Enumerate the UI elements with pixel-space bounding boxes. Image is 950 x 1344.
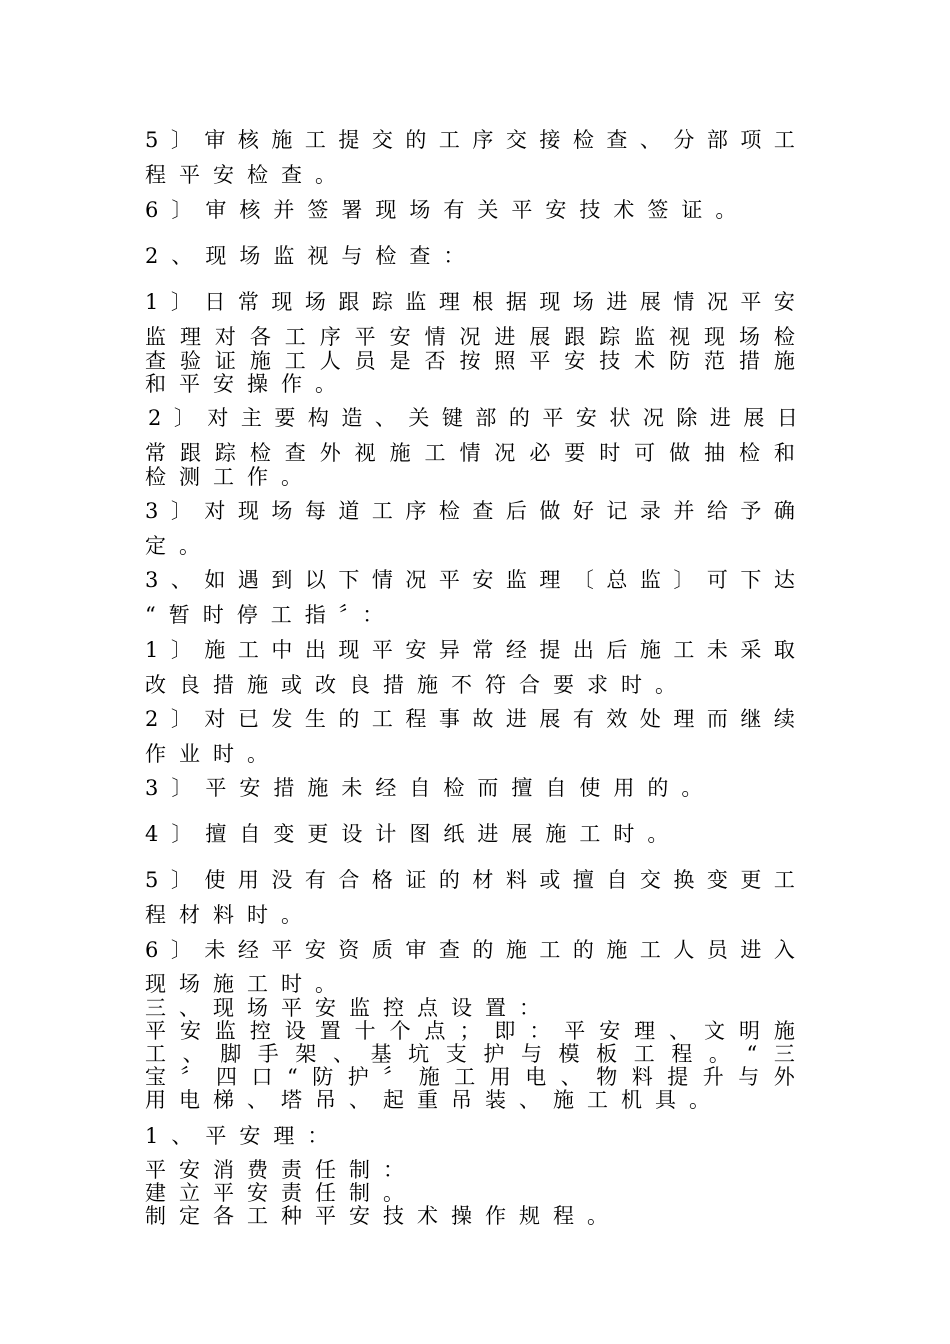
text-line: 5 〕 使 用 没 有 合 格 证 的 材 料 或 擅 自 交 换 变 更 工 — [145, 868, 795, 892]
text-line: 5 〕 审 核 施 工 提 交 的 工 序 交 接 检 查 、 分 部 项 工 — [145, 128, 795, 152]
section-heading: 2、现场监视与检查： — [145, 244, 478, 268]
text-line: 程材料时。 — [145, 903, 315, 927]
text-line: 6 〕 未 经 平 安 资 质 审 查 的 施 工 的 施 工 人 员 进 入 — [145, 938, 795, 962]
text-line: 改良措施或改良措施不符合要求时。 — [145, 673, 689, 697]
text-line: 工 、 脚 手 架 、 基 坑 支 护 与 模 板 工 程 。 “ 三 — [145, 1042, 795, 1066]
text-line: 3 〕 对 现 场 每 道 工 序 检 查 后 做 好 记 录 并 给 予 确 — [145, 499, 795, 523]
text-line: 2 〕 对 已 发 生 的 工 程 事 故 进 展 有 效 处 理 而 继 续 — [145, 707, 795, 731]
section-heading: 1、平安理： — [145, 1124, 342, 1148]
text-line: 1 〕 日 常 现 场 跟 踪 监 理 根 据 现 场 进 展 情 况 平 安 — [145, 290, 795, 314]
text-line: 定。 — [145, 534, 213, 558]
text-line: 3〕平安措施未经自检而擅自使用的。 — [145, 776, 716, 800]
section-heading: 3 、 如 遇 到 以 下 情 况 平 安 监 理 〔 总 监 〕 可 下 达 — [145, 568, 795, 592]
text-line: 建立平安责任制。 — [145, 1181, 417, 1205]
text-line: 6〕审核并签署现场有关平安技术签证。 — [145, 198, 750, 222]
text-line: 查 验 证 施 工 人 员 是 否 按 照 平 安 技 术 防 范 措 施 — [145, 349, 795, 373]
text-line: 检测工作。 — [145, 465, 315, 489]
text-line: 程平安检查。 — [145, 163, 349, 187]
text-line: 和平安操作。 — [145, 372, 349, 396]
text-line: “暂时停工指〞： — [145, 603, 397, 627]
text-line: 2 〕 对 主 要 构 造 、 关 键 部 的 平 安 状 况 除 进 展 日 — [148, 406, 798, 430]
text-line: 用电梯、塔吊、起重吊装、施工机具。 — [145, 1088, 723, 1112]
section-heading: 三、现场平安监控点设置： — [145, 996, 553, 1020]
text-line: 监 理 对 各 工 序 平 安 情 况 进 展 跟 踪 监 视 现 场 检 — [145, 325, 795, 349]
text-line: 平安消费责任制： — [145, 1158, 417, 1182]
text-line: 平 安 监 控 设 置 十 个 点 ； 即 ： 平 安 理 、 文 明 施 — [145, 1019, 795, 1043]
text-line: 常 跟 踪 检 查 外 视 施 工 情 况 必 要 时 可 做 抽 检 和 — [145, 441, 795, 465]
text-line: 制定各工种平安技术操作规程。 — [145, 1204, 621, 1228]
text-line: 1 〕 施 工 中 出 现 平 安 异 常 经 提 出 后 施 工 未 采 取 — [145, 638, 795, 662]
text-line: 宝 〞 四 口 “ 防 护 〞 施 工 用 电 、 物 料 提 升 与 外 — [145, 1065, 795, 1089]
text-line: 作业时。 — [145, 742, 281, 766]
text-line: 现场施工时。 — [145, 972, 349, 996]
text-line: 4〕擅自变更设计图纸进展施工时。 — [145, 822, 682, 846]
